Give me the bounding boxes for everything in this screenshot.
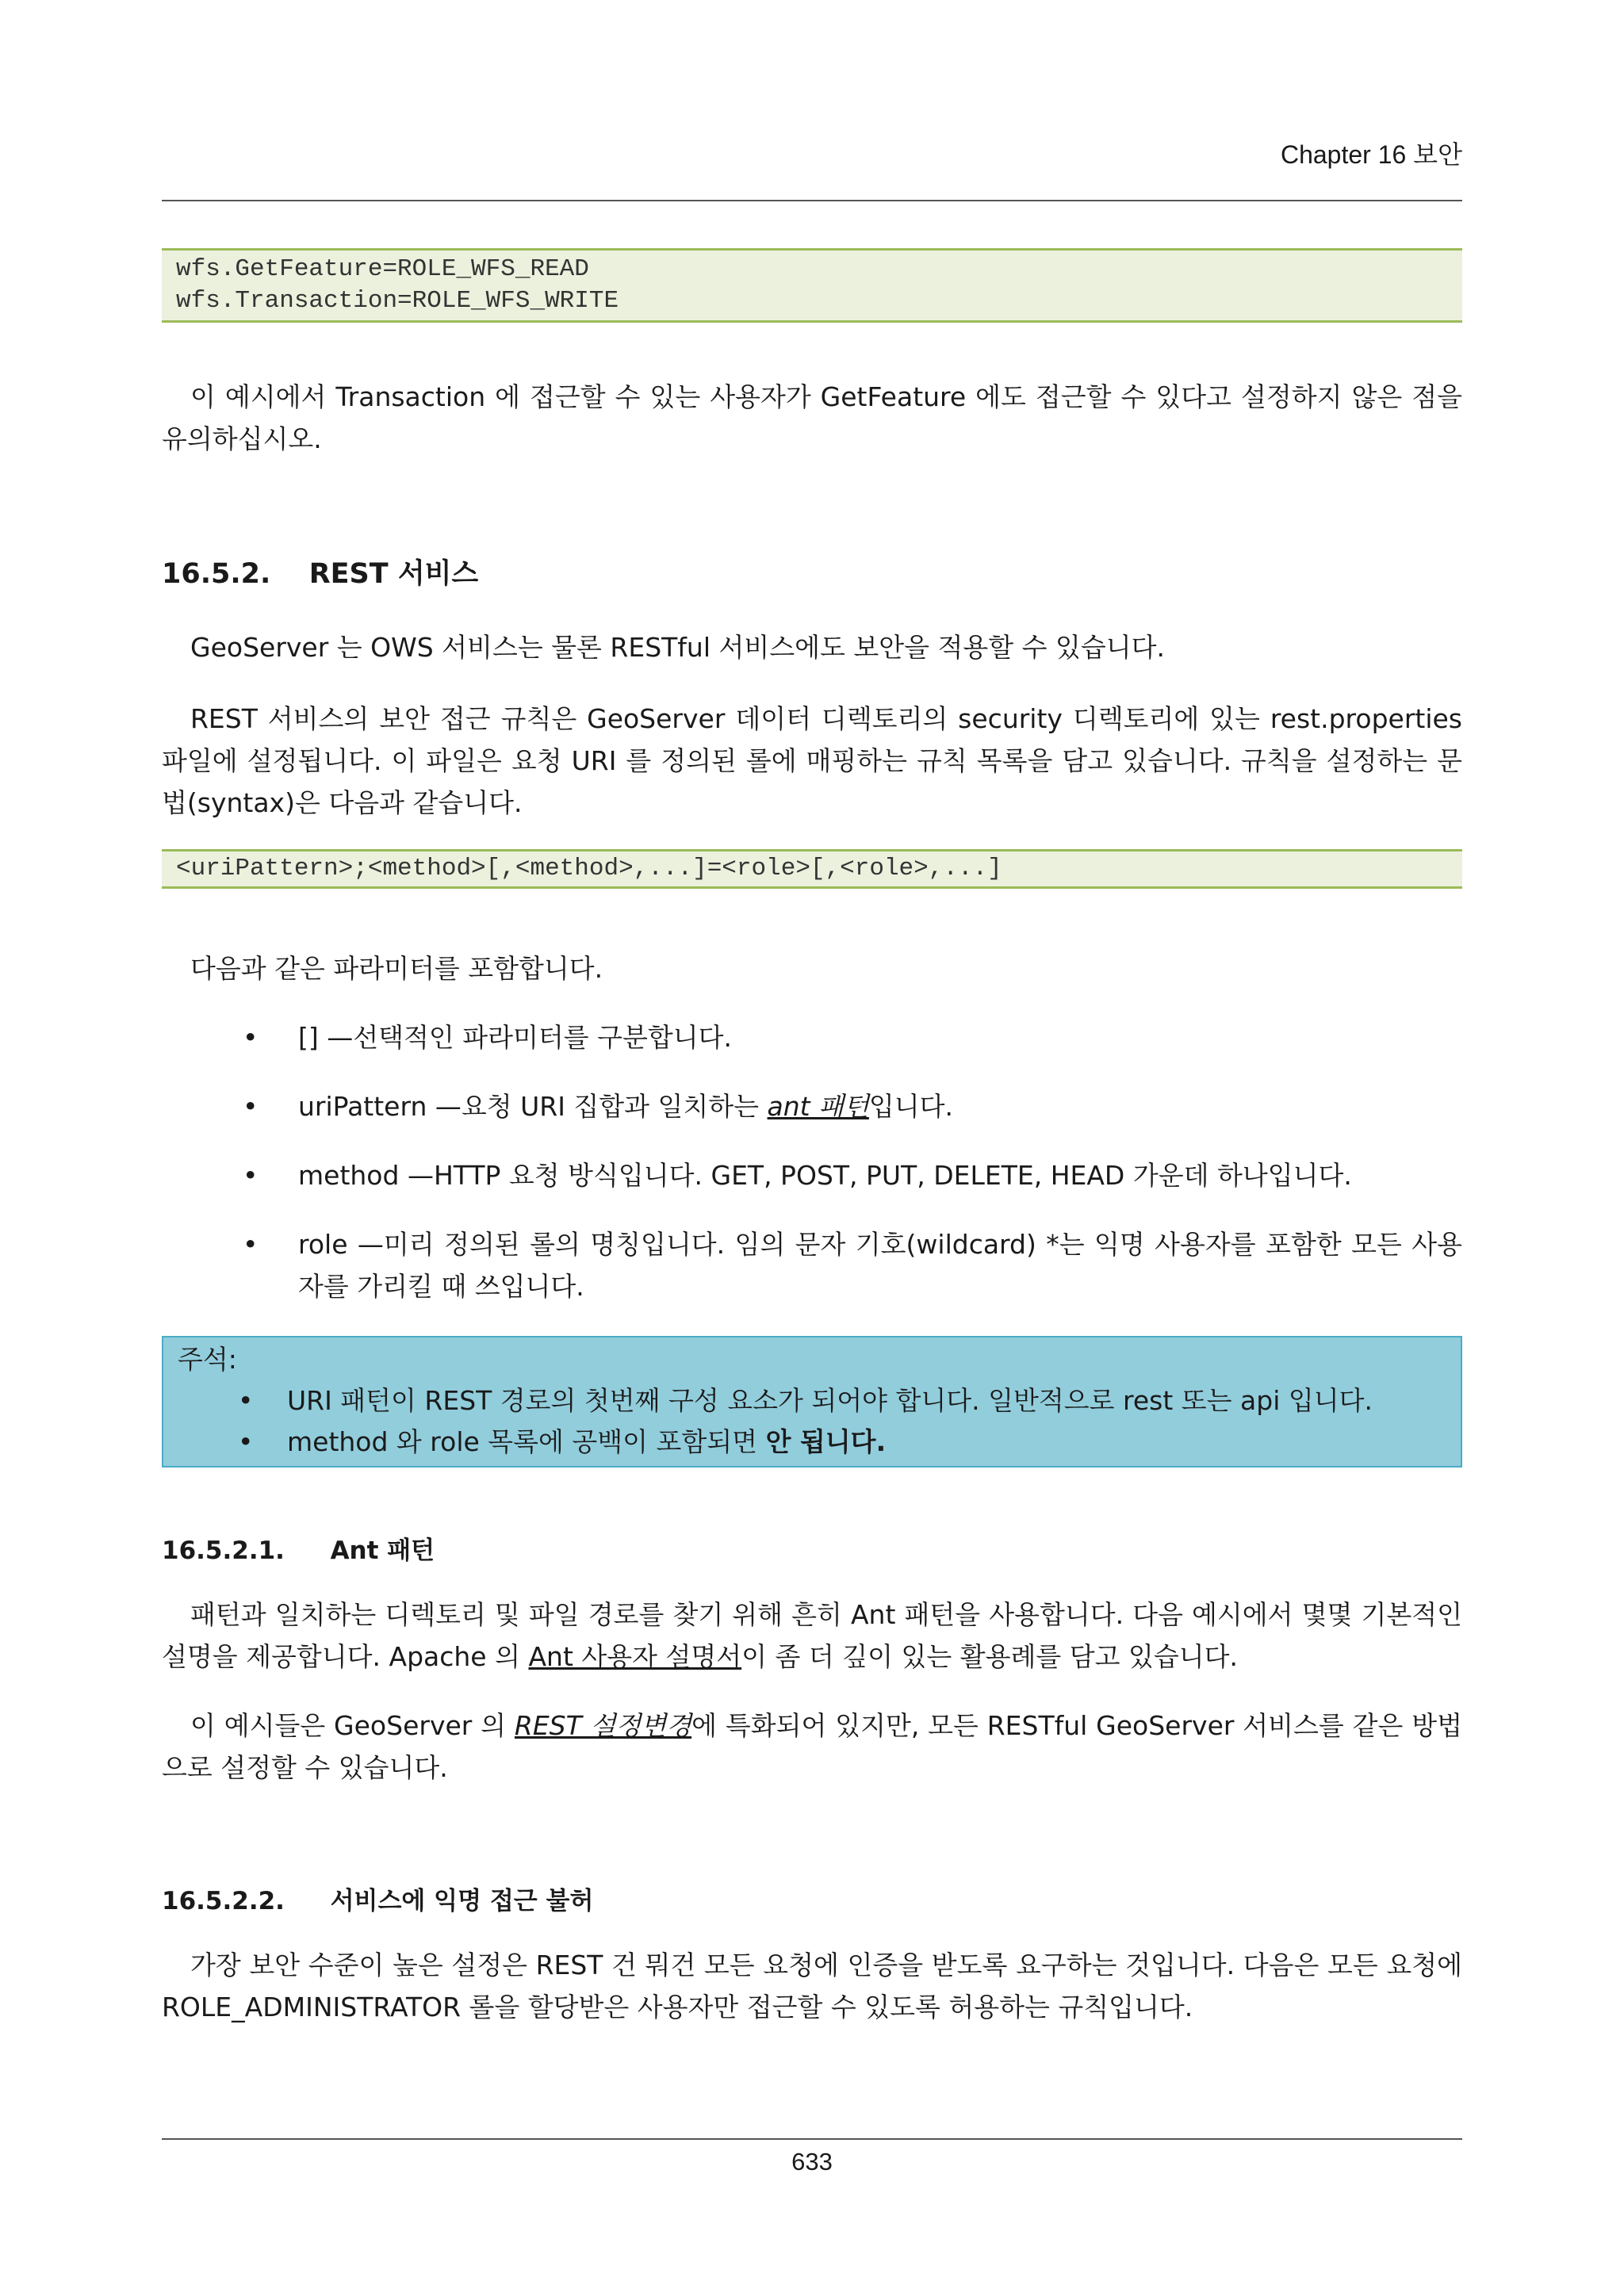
bullet-icon: • xyxy=(238,1426,254,1457)
note-list xyxy=(178,1380,1446,1463)
paragraph: 이 예시들은 GeoServer 의 REST 설정변경에 특화되어 있지만, 모든 RESTful GeoServer 서비스를 같은 방법으로 설정할 수 있습니다. xyxy=(162,1710,1462,1783)
section-title: REST 서비스 xyxy=(308,558,479,590)
note-emphasis: 안 됩니다. xyxy=(765,1426,887,1457)
note-item: • method 와 role 목록에 공백이 포함되면 안 됩니다. xyxy=(178,1422,1446,1463)
subsection-heading xyxy=(162,1881,593,1916)
bullet-icon: • xyxy=(238,1385,254,1416)
code-line: wfs.Transaction=ROLE_WFS_WRITE xyxy=(176,287,619,315)
section-title: 서비스에 익명 접근 불허 xyxy=(330,1887,594,1915)
page-number: 633 xyxy=(791,2148,833,2175)
note-item: • URI 패턴이 REST 경로의 첫번째 구성 요소가 되어야 합니다. 일반적으로 rest 또는 api 입니다. xyxy=(178,1380,1446,1422)
paragraph: 이 예시에서 Transaction 에 접근할 수 있는 사용자가 GetFeature 에도 접근할 수 있다고 설정하지 않은 점을 유의하십시오. xyxy=(162,381,1462,454)
paragraph: 다음과 같은 파라미터를 포함합니다. xyxy=(190,953,603,984)
bullet-icon: • xyxy=(243,1022,259,1053)
note-box xyxy=(162,1336,1462,1468)
paragraph: 가장 보안 수준이 높은 설정은 REST 건 뭐건 모든 요청에 인증을 받도록 요구하는 것입니다. 다음은 모든 요청에 ROLE_ADMINISTRATOR 롤을 할당받은 사용자만 접근할 수 있도록 허용하는 규칙입니다. xyxy=(162,1950,1462,2022)
ant-pattern-link[interactable]: ant 패턴 xyxy=(767,1091,869,1122)
list-item: • role —미리 정의된 롤의 명칭입니다. 임의 문자 기호(wildcard) *는 익명 사용자를 포함한 모든 사용자를 가리킬 때 쓰입니다. xyxy=(162,1223,1462,1307)
code-block-wfs xyxy=(162,248,1462,323)
paragraph: 패턴과 일치하는 디렉토리 및 파일 경로를 찾기 위해 흔히 Ant 패턴을 사용합니다. 다음 예시에서 몇몇 기본적인 설명을 제공합니다. Apache 의 Ant 사용자 설명서이 좀 더 깊이 있는 활용례를 담고 있습니다. xyxy=(162,1599,1462,1672)
paragraph: REST 서비스의 보안 접근 규칙은 GeoServer 데이터 디렉토리의 security 디렉토리에 있는 rest.properties 파일에 설정됩니다. 이 파일은 요청 URI 를 정의된 롤에 매핑하는 규칙 목록을 담고 있습니다. 규칙을 설정하는 문법(syntax)은 다음과 같습니다. xyxy=(162,703,1462,818)
parameter-list xyxy=(162,1016,1462,1334)
code-block-syntax: <uriPattern>;<method>[,<method>,...]=<role>[,<role>,...] xyxy=(162,849,1462,889)
bullet-icon: • xyxy=(243,1160,259,1191)
page-header xyxy=(162,127,1462,201)
bullet-icon: • xyxy=(243,1229,259,1260)
paragraph: GeoServer 는 OWS 서비스는 물론 RESTful 서비스에도 보안을 적용할 수 있습니다. xyxy=(190,632,1165,663)
section-heading xyxy=(162,552,478,591)
note-title: 주석: xyxy=(178,1344,237,1375)
section-title: Ant 패턴 xyxy=(330,1536,435,1565)
section-number: 16.5.2.2. xyxy=(162,1887,285,1915)
subsection-heading xyxy=(162,1530,435,1566)
chapter-title: Chapter 16 보안 xyxy=(1280,140,1462,169)
section-number: 16.5.2.1. xyxy=(162,1536,285,1565)
list-item: • uriPattern —요청 URI 집합과 일치하는 ant 패턴입니다. xyxy=(162,1085,1462,1127)
rest-config-link[interactable]: REST 설정변경 xyxy=(514,1710,692,1741)
section-number: 16.5.2. xyxy=(162,558,271,590)
ant-manual-link[interactable]: Ant 사용자 설명서 xyxy=(528,1641,742,1672)
page-footer xyxy=(162,2138,1462,2176)
code-line: wfs.GetFeature=ROLE_WFS_READ xyxy=(176,255,589,283)
list-item: • method —HTTP 요청 방식입니다. GET, POST, PUT, DELETE, HEAD 가운데 하나입니다. xyxy=(162,1154,1462,1196)
list-item: • [] —선택적인 파라미터를 구분합니다. xyxy=(162,1016,1462,1058)
bullet-icon: • xyxy=(243,1091,259,1122)
